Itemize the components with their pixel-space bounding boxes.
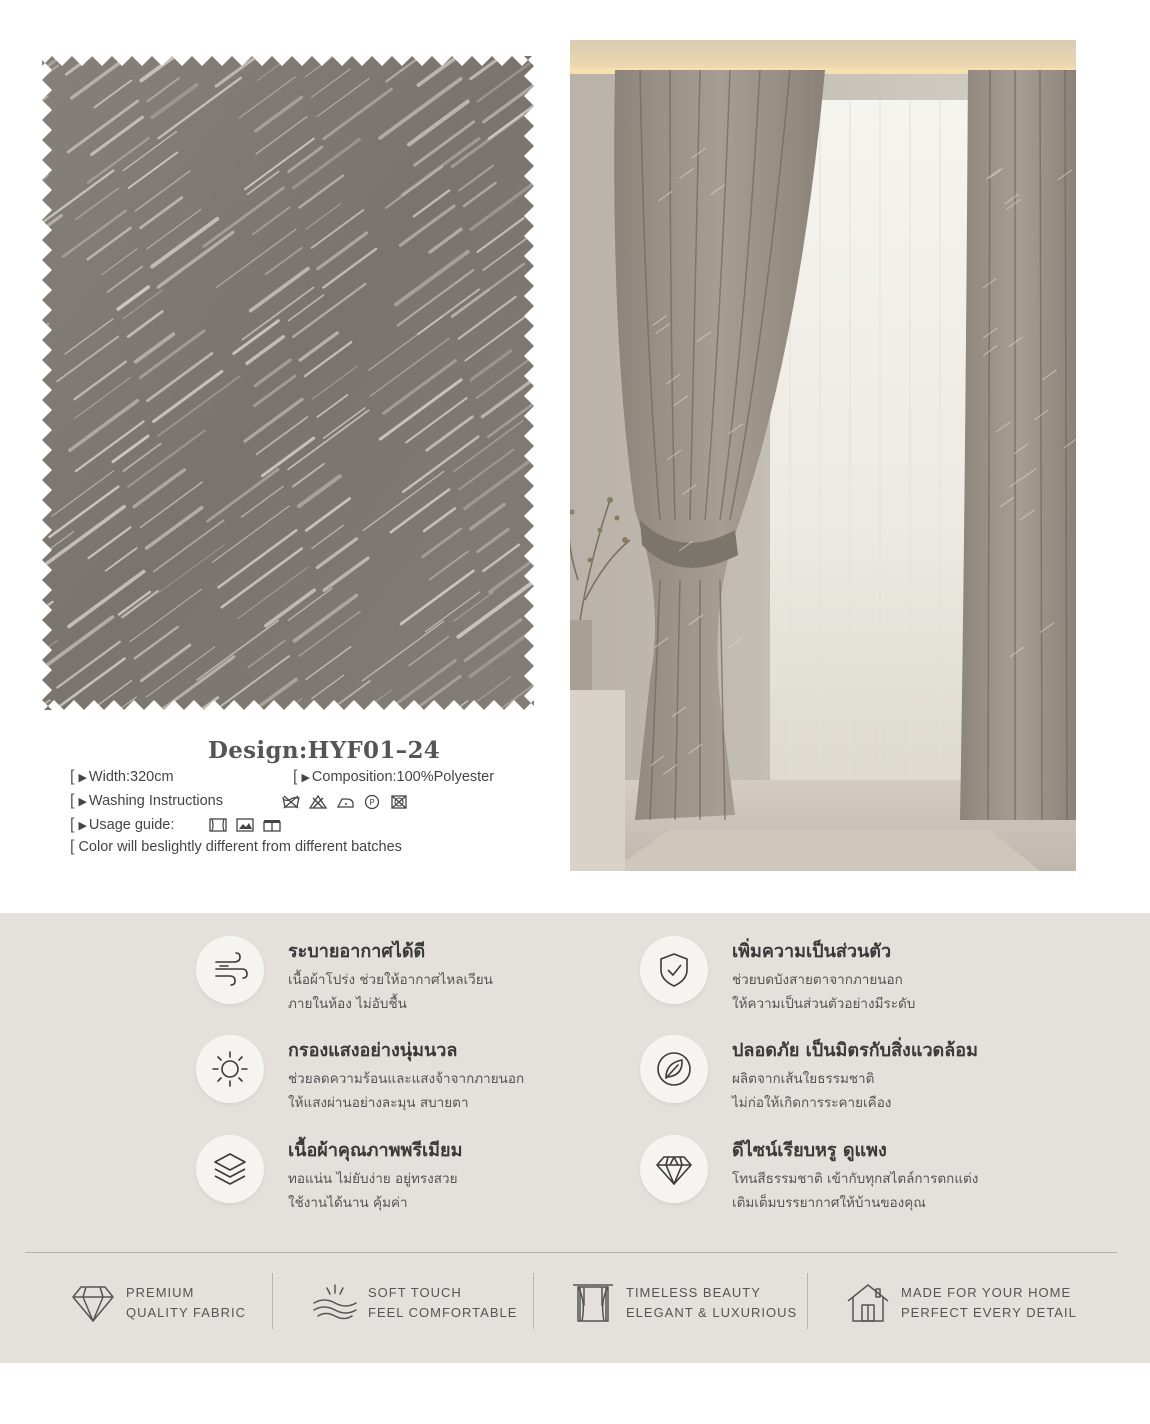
badge-line1: SOFT TOUCH (368, 1285, 462, 1300)
bracket-glyph: [ (293, 768, 298, 785)
fabric-pattern-stroke (533, 56, 534, 95)
width-text: Width:320cm (88, 769, 174, 785)
feature-icon-circle (640, 1035, 708, 1103)
arrow-icon: ▶ (78, 796, 87, 808)
fabric-pattern-stroke (299, 56, 357, 57)
washing-text: Washing Instructions (88, 793, 223, 809)
diamond-outline-icon (70, 1281, 116, 1325)
feature-title: กรองแสงอย่างนุ่มนวล (288, 1040, 458, 1061)
dry-clean-p-icon (362, 794, 382, 810)
fabric-pattern-stroke (42, 627, 46, 678)
feature-desc-line: ทอแน่น ไม่ยับง่าย อยู่ทรงสวย (288, 1171, 458, 1187)
feature-desc-line: ไม่ก่อให้เกิดการระคายเคือง (732, 1095, 892, 1111)
composition-spec (293, 768, 494, 786)
badge-line1: TIMELESS BEAUTY (626, 1285, 761, 1300)
feature-desc-line: ให้ความเป็นส่วนตัวอย่างมีระดับ (732, 996, 916, 1012)
usage-text: Usage guide: (88, 817, 175, 833)
feature-eco-safe (640, 1035, 1080, 1115)
color-note-text: Color will beslightly different from different batches (78, 839, 402, 855)
curtain-icon (570, 1281, 616, 1325)
feature-desc-line: ผลิตจากเส้นใยธรรมชาติ (732, 1071, 875, 1087)
bracket-glyph: [ (70, 838, 75, 855)
feature-icon-circle (640, 936, 708, 1004)
section-divider (25, 1252, 1117, 1253)
soft-touch-icon (312, 1281, 358, 1325)
fabric-pattern-stroke (42, 204, 44, 249)
feature-desc-line: ภายในห้อง ไม่อับชื้น (288, 996, 407, 1012)
width-spec (70, 768, 174, 786)
feature-desc-line: เติมเต็มบรรยากาศให้บ้านของคุณ (732, 1195, 926, 1211)
gift-box-icon (262, 817, 282, 833)
badge-line2: PERFECT EVERY DETAIL (901, 1305, 1077, 1320)
layers-icon (210, 1149, 250, 1189)
sun-icon (210, 1049, 250, 1089)
wind-icon (210, 950, 250, 990)
fabric-pattern-stroke (135, 56, 188, 59)
bracket-glyph: [ (70, 768, 75, 785)
usage-guide-icons (208, 817, 282, 833)
feature-desc-line: ช่วยลดความร้อนและแสงจ้าจากภายนอก (288, 1071, 525, 1087)
curtain-room-photo (570, 40, 1076, 871)
fabric-pattern-stroke (42, 308, 44, 362)
do-not-bleach-icon (308, 794, 328, 810)
feature-light-filter (196, 1035, 636, 1115)
feature-icon-circle (196, 936, 264, 1004)
composition-text: Composition:100%Polyester (311, 769, 495, 785)
washing-spec (70, 792, 223, 810)
feature-icon-circle (196, 1135, 264, 1203)
badge-line1: PREMIUM (126, 1285, 195, 1300)
iron-low-icon (335, 794, 355, 810)
feature-icon-circle (196, 1035, 264, 1103)
feature-title: เพิ่มความเป็นส่วนตัว (732, 941, 892, 962)
badge-separator (272, 1273, 273, 1329)
arrow-icon: ▶ (78, 820, 87, 832)
leaf-icon (654, 1049, 694, 1089)
badge-separator (807, 1273, 808, 1329)
feature-title: ระบายอากาศได้ดี (288, 941, 426, 962)
feature-title: ปลอดภัย เป็นมิตรกับสิ่งแวดล้อม (732, 1040, 978, 1061)
badge-line2: QUALITY FABRIC (126, 1305, 246, 1320)
feature-icon-circle (640, 1135, 708, 1203)
feature-title: เนื้อผ้าคุณภาพพรีเมียม (288, 1140, 463, 1161)
room-picture-icon (235, 817, 255, 833)
fabric-pattern-stroke (42, 324, 48, 377)
feature-luxury-design (640, 1135, 1080, 1215)
feature-desc-line: เนื้อผ้าโปร่ง ช่วยให้อากาศไหลเวียน (288, 972, 493, 988)
arrow-icon: ▶ (301, 772, 310, 784)
feature-title: ดีไซน์เรียบหรู ดูแพง (732, 1140, 887, 1161)
diamond-icon (654, 1149, 694, 1189)
washing-care-icons (281, 794, 409, 810)
feature-desc-line: โทนสีธรรมชาติ เข้ากับทุกสไตล์การตกแต่ง (732, 1171, 979, 1187)
features-section (0, 913, 1150, 1363)
feature-desc-line: ให้แสงผ่านอย่างละมุน สบายตา (288, 1095, 469, 1111)
bracket-glyph: [ (70, 816, 75, 833)
feature-breathable (196, 936, 636, 1016)
feature-desc-line: ช่วยบดบังสายตาจากภายนอก (732, 972, 903, 988)
badge-line2: FEEL COMFORTABLE (368, 1305, 518, 1320)
arrow-icon: ▶ (78, 772, 87, 784)
feature-desc-line: ใช้งานได้นาน คุ้มค่า (288, 1195, 408, 1211)
svg-text:P: P (369, 798, 375, 807)
do-not-tumble-dry-icon (389, 794, 409, 810)
badge-line1: MADE FOR YOUR HOME (901, 1285, 1072, 1300)
badge-separator (533, 1273, 534, 1329)
feature-privacy (640, 936, 1080, 1016)
fabric-swatch-image (42, 56, 534, 710)
color-note (70, 838, 402, 856)
fabric-pattern-stroke (490, 708, 534, 710)
feature-premium-fabric (196, 1135, 636, 1215)
do-not-wash-icon (281, 794, 301, 810)
shield-check-icon (654, 950, 694, 990)
badge-line2: ELEGANT & LUXURIOUS (626, 1305, 798, 1320)
design-code-title: Design:HYF01–24 (208, 737, 441, 764)
usage-spec (70, 816, 174, 834)
curtain-window-icon (208, 817, 228, 833)
home-icon (845, 1281, 891, 1325)
bracket-glyph: [ (70, 792, 75, 809)
